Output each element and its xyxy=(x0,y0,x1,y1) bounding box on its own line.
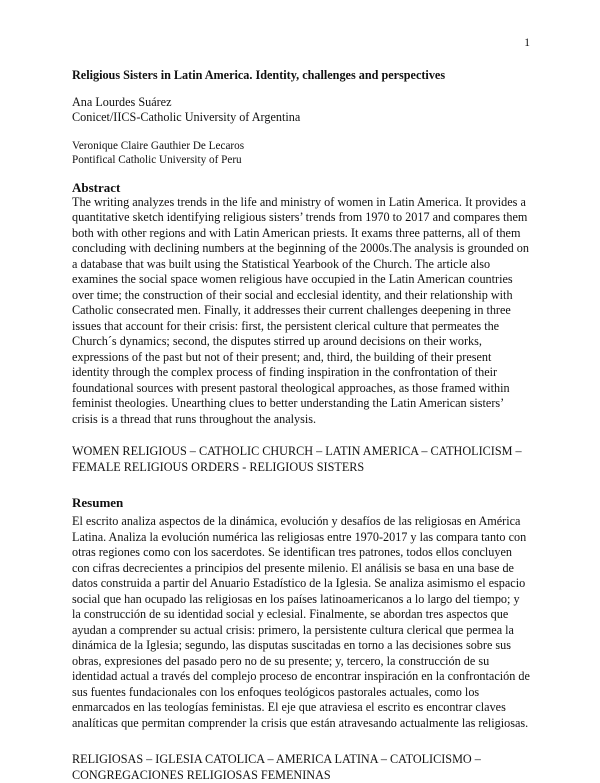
paper-body xyxy=(72,68,530,783)
keyword-line: FEMALE RELIGIOUS ORDERS - RELIGIOUS SISTERS xyxy=(72,460,530,476)
author-affiliation: Conicet/IICS-Catholic University of Argentina xyxy=(72,110,530,126)
keyword-line: RELIGIOSAS – IGLESIA CATOLICA – AMERICA LATINA – CATOLICISMO – xyxy=(72,752,530,768)
keyword-line: CONGREGACIONES RELIGIOSAS FEMENINAS xyxy=(72,768,530,783)
resumen-keywords xyxy=(72,752,530,783)
author-name: Veronique Claire Gauthier De Lecaros xyxy=(72,139,530,153)
abstract-keywords xyxy=(72,444,530,475)
page-number: 1 xyxy=(524,36,530,52)
abstract-heading: Abstract xyxy=(72,180,530,195)
author-name: Ana Lourdes Suárez xyxy=(72,95,530,111)
author-affiliation: Pontifical Catholic University of Peru xyxy=(72,153,530,167)
author-block-2 xyxy=(72,139,530,167)
resumen-text: El escrito analiza aspectos de la dinámica, evolución y desafíos de las religiosas en América Latina. Analiza la evolución numérica las religiosas entre 1970-2017 y las compara tanto con otras regiones como con los sacerdotes. Se identifican tres patrones, todos ellos concluyen con cifras decrecientes a principios del presente milenio. El análisis se basa en una base de datos construida a partir del Anuario Estadístico de la Iglesia. Se analiza asimismo el espacio social que han ocupado las religiosas en los países latinoamericanos a lo largo del tiempo; y la construcción de su identidad social y eclesial. Finalmente, se abordan tres aspectos que ayudan a comprender su actual crisis: primero, la persistente cultura clerical que permea la dinámica de la Iglesia; segundo, las disputas suscitadas en torno a las decisiones sobre sus obras, expresiones del pasado pero no de su presente; y, tercero, la construcción de su identidad actual a través del complejo proceso de encontrar inspiración en la confrontación de sus fuentes fundacionales con los enfoques teológicos pastorales actuales, como los enmarcados en las teologías feministas. El eje que atraviesa el escrito es encontrar claves analíticas que permitan comprender la crisis que están atravesando actualmente las religiosas. xyxy=(72,514,530,731)
abstract-text: The writing analyzes trends in the life and ministry of women in Latin America. It provides a quantitative sketch identifying religious sisters’ trends from 1970 to 2017 and compares them both with other regions and with Latin American priests. It exams three patterns, all of them concluding with declining numbers at the beginning of the 2000s.The analysis is grounded on a database that was built using the Statistical Yearbook of the Church. The article also examines the social space women religious have occupied in the Latin American countries over time; the construction of their social and ecclesial identity, and their relationship with Catholic consecrated men. Finally, it addresses their current challenges deepening in three issues that account for their crisis: first, the persistent clerical culture that permeates the Church´s dynamics; second, the disputes stirred up around decisions on their works, expressions of the past but not of their present; and, third, the building of their present identity through the complex process of finding inspiration in the confrontation of their foundational sources with present pastoral theological approaches, as those framed within feminist theologies. Unearthing clues to better understanding the Latin American sisters’ crisis is a thread that runs throughout the analysis. xyxy=(72,195,530,428)
paper-title: Religious Sisters in Latin America. Identity, challenges and perspectives xyxy=(72,68,530,84)
resumen-heading: Resumen xyxy=(72,495,530,510)
author-block-1 xyxy=(72,95,530,126)
keyword-line: WOMEN RELIGIOUS – CATHOLIC CHURCH – LATIN AMERICA – CATHOLICISM – xyxy=(72,444,530,460)
